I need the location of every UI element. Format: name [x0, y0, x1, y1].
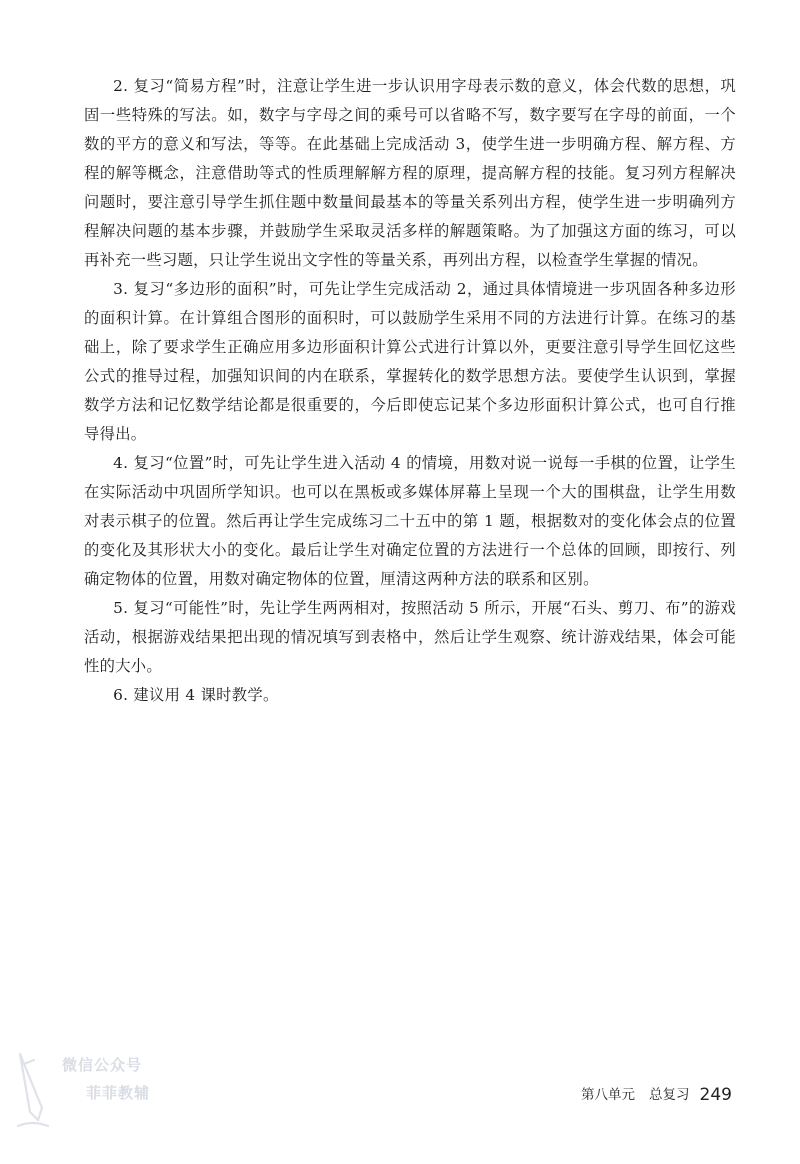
footer-section-label: 总复习 [649, 1087, 690, 1103]
paragraph-lesson-hours: 6. 建议用 4 课时教学。 [113, 686, 279, 704]
footer-unit-label: 第八单元 [581, 1087, 636, 1103]
main-text [84, 72, 736, 710]
paragraph-probability: 5. 复习“可能性”时，先让学生两两相对，按照活动 5 所示，开展“石头、剪刀、布”的游戏活动，根据游戏结果把出现的情况填写到表格中，然后让学生观察、统计游戏结果，体会可能性的大小。 [84, 599, 736, 675]
watermark [8, 1040, 158, 1140]
watermark-line-2: 菲菲教辅 [86, 1084, 151, 1102]
paragraph-simple-equations: 2. 复习“简易方程”时，注意让学生进一步认识用字母表示数的意义，体会代数的思想，巩固一些特殊的写法。如，数字与字母之间的乘号可以省略不写，数字要写在字母的前面，一个数的平方的意义和写法，等等。在此基础上完成活动 3，使学生进一步明确方程、解方程、方程的解等概念，注意借助等式的性质理解解方程的原理，提高解方程的技能。复习列方程解决问题时，要注意引导学生抓住题中数量间最基本的等量关系列出方程，使学生进一步明确列方程解决问题的基本步骤，并鼓励学生采取灵活多样的解题策略。为了加强这方面的练习，可以再补充一些习题，只让学生说出文字性的等量关系，再列出方程，以检查学生掌握的情况。 [84, 77, 736, 269]
page-number: 249 [699, 1085, 732, 1105]
paragraph-polygon-area: 3. 复习“多边形的面积”时，可先让学生完成活动 2，通过具体情境进一步巩固各种多边形的面积计算。在计算组合图形的面积时，可以鼓励学生采用不同的方法进行计算。在练习的基础上，除了要求学生正确应用多边形面积计算公式进行计算以外，更要注意引导学生回忆这些公式的推导过程，加强知识间的内在联系，掌握转化的数学思想方法。要使学生认识到，掌握数学方法和记忆数学结论都是很重要的，今后即使忘记某个多边形面积计算公式，也可自行推导得出。 [84, 280, 736, 443]
page-footer [581, 1083, 732, 1105]
pen-icon [12, 1046, 52, 1130]
watermark-line-1: 微信公众号 [62, 1056, 143, 1074]
paragraph-position: 4. 复习“位置”时，可先让学生进入活动 4 的情境，用数对说一说每一手棋的位置，让学生在实际活动中巩固所学知识。也可以在黑板或多媒体屏幕上呈现一个大的围棋盘，让学生用数对表示棋子的位置。然后再让学生完成练习二十五中的第 1 题，根据数对的变化体会点的位置的变化及其形状大小的变化。最后让学生对确定位置的方法进行一个总体的回顾，即按行、列确定物体的位置，用数对确定物体的位置，厘清这两种方法的联系和区别。 [84, 454, 736, 588]
